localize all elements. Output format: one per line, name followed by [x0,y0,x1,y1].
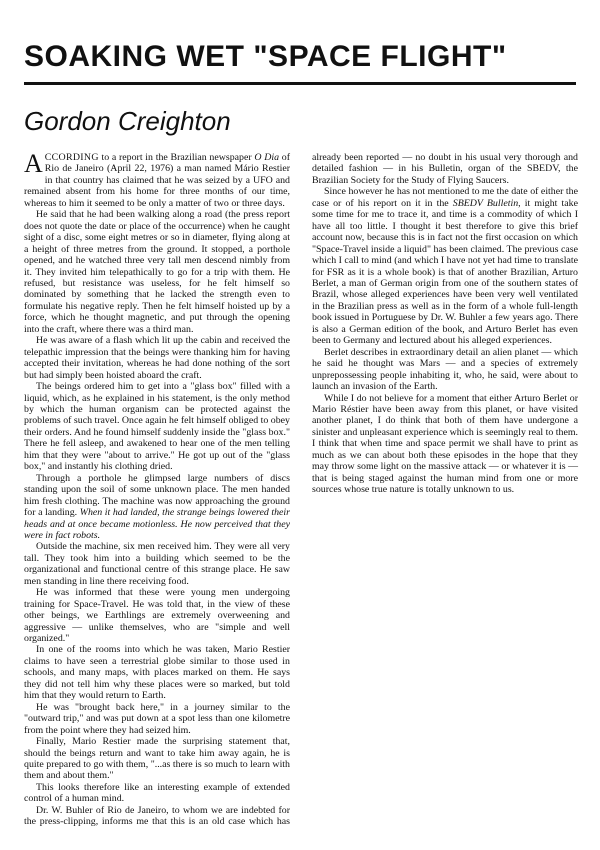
article-title: SOAKING WET "SPACE FLIGHT" [24,40,507,73]
paragraph-3: He was aware of a flash which lit up the cabin and received the telepathic impression that the beings were thanking him for having accepted their invitation, whereas he had done nothing of the sort but had simply been hoisted aboard the craft. [24,335,290,381]
article-body [24,149,578,832]
paragraph-13-text-b: , it might take some time for me to trace it, and time is a commodity of which I have all too little. I thought it best therefore to give this brief account now, because this is in fact not the first occasion on which "Space-Travel inside a liquid" has been claimed. The previous case which I call to mind (and which I have not yet had time to translate for FSR as it is a whole book) is that of another Brazilian, Arturo Berlet, a man of German origin from one of the southern states of Brazil, whose alleged experiences have been very well ventilated in the Brazilian press as well as in the form of a whole full-length book issued in Portuguese by Dr. W. Buhler a few years ago. There is also a German edition of the book, and Arturo Berlet has even been to Germany and lectured about his alleged experiences. [312,197,578,347]
paragraph-2: He said that he had been walking along a road (the press report does not quote the date or place of the occurrence) when he caught sight of a disc, some eight metres or so in diameter, flying along at a height of three metres from the ground. It stopped, a porthole opened, and he watched three very tall men descend nimbly from it. They invited him telepathically to go for a trip with them. He refused, but resistance was useless, for he felt himself so dominated by something that he lacked the strength even to formulate his negative reply. Then he felt himself hoisted up by a force, which he thought magnetic, and put through the opening into the craft, where there was a third man. [24,209,290,335]
paragraph-5 [24,473,290,542]
paragraph-10: Finally, Mario Restier made the surprising statement that, should the beings return and want to take him away again, he is quite prepared to go with them, "...as there is so much to learn with them and about them." [24,736,290,782]
paragraph-13-text-a: Since however he has not mentioned to me the date of either the case or of his report on it in the [312,186,578,209]
paragraph-12: Dr. W. Buhler of Rio de Janeiro, to whom we are indebted for the press-clipping, informs me that this is an old case which has already been reported — no doubt in his usual very thorough and detailed fashion — in his Bulletin, organ of the SBEDV, the Brazilian Society for the Study of Flying Saucers. [24,152,578,828]
paragraph-1-text-a: to a report in the Brazilian newspaper [98,152,255,163]
paragraph-11: This looks therefore like an interesting example of extended control of a human mind. [24,781,290,805]
bulletin-name: SBEDV Bulletin [452,197,519,209]
title-rule [24,82,576,85]
paragraph-5-text-a: Through a porthole he glimpsed large numbers of discs standing upon the soil of some unknown place. The men handed him fresh clothing. The machine was now approaching the ground for a landing. [24,472,290,519]
paragraph-9: He was "brought back here," in a journey similar to the "outward trip," and was put down at a spot less than one kilometre from the point where they had seized him. [24,701,290,736]
newspaper-name: O Dia [254,152,280,163]
paragraph-4: The beings ordered him to get into a "glass box" filled with a liquid, which, as he explained in his statement, is the only method by which the human organism can be protected against the problems of such travel. Once again he felt himself obliged to obey their orders. And he found himself suddenly inside the "glass box." There he fell asleep, and awakened to hear one of the men telling him that they were "about to arrive." He got up out of the "glass box," and instantly his clothing dried. [24,381,290,473]
drop-cap: A [24,149,43,178]
article-author: Gordon Creighton [24,106,231,136]
paragraph-13 [312,186,578,346]
paragraph-8: In one of the rooms into which he was taken, Mario Restier claims to have seen a terrestrial globe similar to those used in schools, and many maps, with places marked on them. He says they did not tell him why these places were so marked, but told him that they would return to Earth. [24,644,290,702]
paragraph-7: He was informed that these were young men undergoing training for Space-Travel. He was told that, in the view of these other beings, we Earthlings are extremely overweening and aggressive — unlike themselves, who are "simple and well organized." [24,587,290,645]
lead-caps: CCORDING [44,152,99,163]
paragraph-14: Berlet describes in extraordinary detail an alien planet — which he said he thought was Mars — and a species of extremely unprepossessing people inhabiting it, who, he said, were about to launch an invasion of the Earth. [312,346,578,393]
paragraph-15: While I do not believe for a moment that either Arturo Berlet or Mario Réstier have been away from this planet, or have visited another planet, I do think that both of them have undergone a sinister and unpleasant experience which is seemingly real to them. I think that when time and space permit we shall have to print as much as we can about both these episodes in the hope that they may throw some light on the massive attack — or whatever it is — that is being staged against the human mind from one or more sources whose true nature is totally unknown to us. [312,392,578,496]
paragraph-5-italic: When it had landed, the strange beings lowered their heads and at once became motionless. He now perceived that they were in fact robots. [24,507,290,541]
paragraph-1 [24,149,290,209]
paragraph-6: Outside the machine, six men received him. They were all very tall. They took him into a building which seemed to be the organizational and functional centre of this strange place. He saw men standing in line there receiving food. [24,541,290,587]
paragraph-1-text-b: of Rio de Janeiro (April 22, 1976) a man named Mário Restier in that country has claimed that he was seized by a UFO and remained absent from his home for three months of our time, whereas to him it seemed to be only a matter of two or three days. [24,152,290,209]
